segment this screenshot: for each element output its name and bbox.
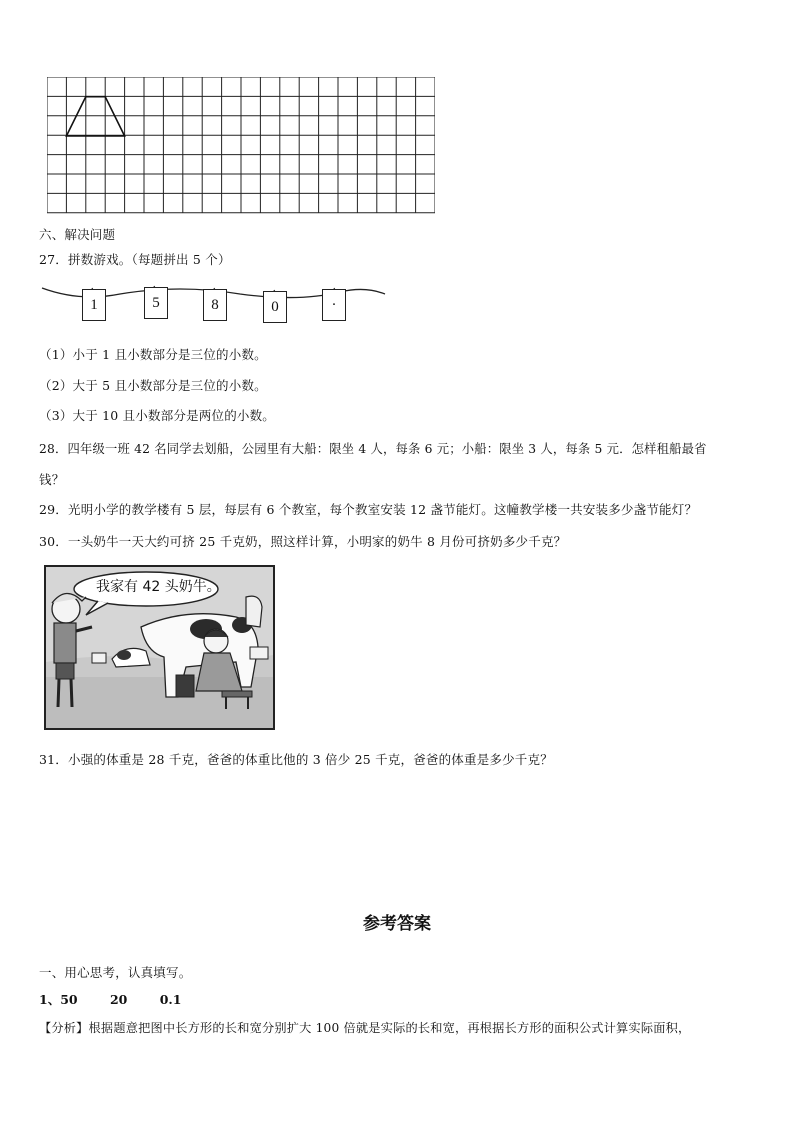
answer-1-value-1: 1、50: [39, 992, 78, 1007]
q27-part-1: （1）小于 1 且小数部分是三位的小数。: [39, 347, 267, 362]
card-5: 5: [144, 287, 168, 319]
card-1: 1: [82, 289, 106, 321]
question-28-line-1: 28．四年级一班 42 名同学去划船，公园里有大船：限坐 4 人，每条 6 元；小船：限坐 3 人，每条 5 元．怎样租船最省: [39, 442, 707, 456]
q27-part-3: （3）大于 10 且小数部分是两位的小数。: [39, 408, 276, 423]
grid-svg: [47, 77, 435, 215]
q27-part-2: （2）大于 5 且小数部分是三位的小数。: [39, 378, 267, 393]
question-30: 30．一头奶牛一天大约可挤 25 千克奶，照这样计算，小明家的奶牛 8 月份可挤奶多少千克？: [39, 534, 567, 549]
answer-1: [39, 990, 209, 1008]
trapezoid-outline: [66, 97, 124, 136]
question-27: 27．拼数游戏。（每题拼出 5 个）: [39, 252, 231, 267]
card-8: 8: [203, 289, 227, 321]
question-31: 31．小强的体重是 28 千克，爸爸的体重比他的 3 倍少 25 千克，爸爸的体重是多少千克？: [39, 752, 553, 767]
card-decimal-point: ·: [322, 289, 346, 321]
analysis-text: 【分析】根据题意把图中长方形的长和宽分别扩大 100 倍就是实际的长和宽，再根据长方形的面积公式计算实际面积，: [39, 1021, 691, 1035]
question-29: 29．光明小学的教学楼有 5 层，每层有 6 个教室，每个教室安装 12 盏节能灯。这幢教学楼一共安装多少盏节能灯？: [39, 502, 698, 517]
answer-1-value-3: 0.1: [159, 992, 182, 1007]
answer-key-heading: 参考答案: [363, 914, 431, 934]
answer-1-value-2: 20: [109, 992, 128, 1007]
number-cards: [40, 280, 390, 330]
card-0: 0: [263, 291, 287, 323]
speech-bubble-text: 我家有 42 头奶牛。: [96, 579, 221, 595]
answer-section-1-title: 一、用心思考，认真填写。: [39, 965, 192, 980]
section-6-title: 六、解决问题: [39, 227, 116, 242]
question-28-line-2: 钱？: [39, 472, 65, 487]
square-grid: [47, 77, 435, 219]
